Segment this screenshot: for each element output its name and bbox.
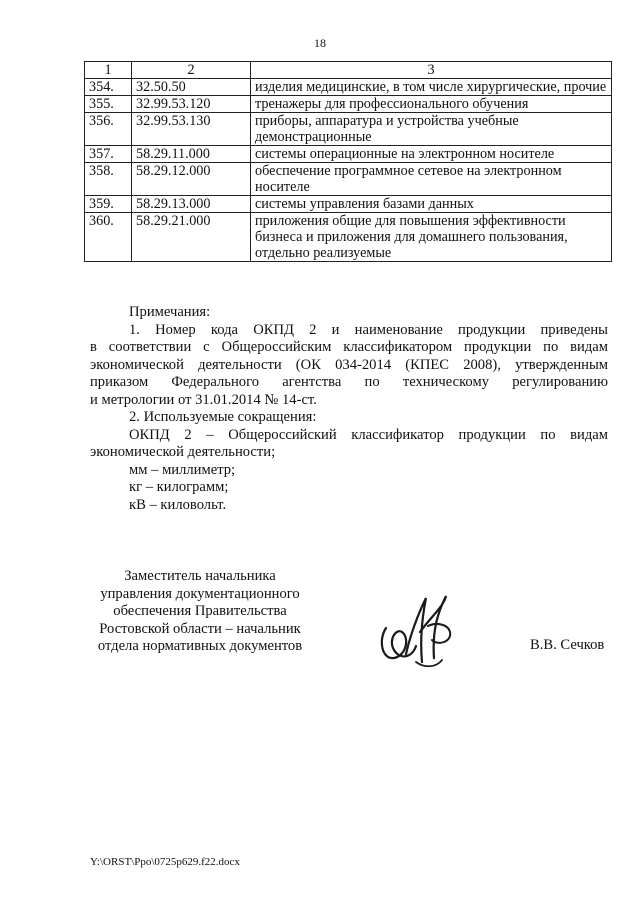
header-col-1: 1 (85, 62, 132, 79)
abbr-okpd-line-1: ОКПД 2 – Общероссийский классификатор продукции по видам (129, 426, 608, 443)
abbr-okpd-line-2: экономической деятельности; (90, 444, 276, 460)
row-name: системы операционные на электронном носителе (251, 146, 612, 163)
note-1-line-1: 1. Номер кода ОКПД 2 и наименование продукции приведены (129, 321, 608, 338)
signatory-line-2: управления документационного (100, 585, 300, 602)
row-code: 58.29.21.000 (132, 213, 251, 262)
file-path-footer: Y:\ORST\Ppo\0725p629.f22.docx (90, 856, 240, 868)
row-number: 354. (85, 79, 132, 96)
signatory-line-1: Заместитель начальника (124, 568, 276, 584)
row-number: 355. (85, 96, 132, 113)
table-row (85, 213, 612, 262)
row-code: 32.99.53.120 (132, 96, 251, 113)
row-code: 32.99.53.130 (132, 113, 251, 146)
notes-title: Примечания: (129, 304, 211, 320)
row-name: обеспечение программное сетевое на электронном носителе (251, 163, 612, 196)
table-row (85, 79, 612, 96)
row-code: 58.29.12.000 (132, 163, 251, 196)
table-row (85, 146, 612, 163)
row-number: 357. (85, 146, 132, 163)
note-1-line-3: экономической деятельности (ОК 034-2014 (КПЕС 2008), утвержденным (90, 356, 608, 373)
products-table (84, 61, 612, 262)
note-1-line-2: в соответствии с Общероссийским классификатором продукции по видам (90, 339, 608, 355)
header-col-2: 2 (132, 62, 251, 79)
abbr-kv: кВ – киловольт. (129, 496, 227, 513)
handwritten-signature (376, 588, 458, 674)
row-number: 358. (85, 163, 132, 196)
note-2-title: 2. Используемые сокращения: (129, 409, 317, 425)
row-number: 360. (85, 213, 132, 262)
table-row (85, 113, 612, 146)
note-1-line-5: и метрологии от 31.01.2014 № 14-ст. (90, 391, 317, 408)
row-code: 58.29.11.000 (132, 146, 251, 163)
signatory-title (82, 568, 318, 656)
signatory-line-4: Ростовской области – начальник (99, 620, 301, 637)
signatory-line-3: обеспечения Правительства (113, 603, 287, 619)
row-name: изделия медицинские, в том числе хирургические, прочие (251, 79, 612, 96)
row-code: 32.50.50 (132, 79, 251, 96)
row-name: тренажеры для профессионального обучения (251, 96, 612, 113)
abbr-mm: мм – миллиметр; (129, 461, 236, 478)
table-row (85, 196, 612, 213)
signatory-name: В.В. Сечков (530, 637, 605, 653)
table-row (85, 163, 612, 196)
table-row (85, 96, 612, 113)
row-number: 356. (85, 113, 132, 146)
signatory-line-5: отдела нормативных документов (97, 638, 303, 654)
page-number: 18 (314, 36, 326, 50)
row-number: 359. (85, 196, 132, 213)
row-name: приборы, аппаратура и устройства учебные демонстрационные (251, 113, 612, 146)
table-header-row (85, 62, 612, 79)
row-name: приложения общие для повышения эффективности бизнеса и приложения для домашнего пользования, отдельно реализуемые (251, 213, 612, 262)
row-name: системы управления базами данных (251, 196, 612, 213)
abbr-kg: кг – килограмм; (129, 479, 229, 495)
notes-section (90, 304, 608, 514)
row-code: 58.29.13.000 (132, 196, 251, 213)
note-1-line-4: приказом Федерального агентства по техническому регулированию (90, 374, 608, 390)
header-col-3: 3 (251, 62, 612, 79)
